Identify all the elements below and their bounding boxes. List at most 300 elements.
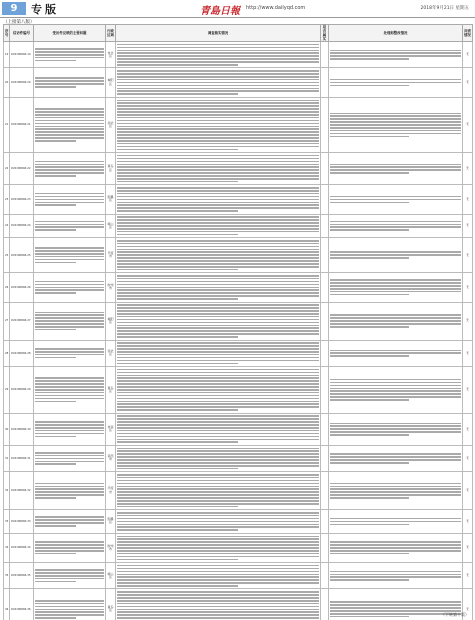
row-accountability: 无 bbox=[463, 589, 473, 620]
text-line bbox=[35, 86, 76, 88]
text-line bbox=[330, 462, 409, 464]
text-line bbox=[117, 108, 319, 110]
row-problem-text bbox=[34, 340, 106, 366]
text-line bbox=[35, 77, 104, 79]
row-problem-text bbox=[34, 273, 106, 302]
row-problem-text bbox=[34, 589, 106, 620]
text-line bbox=[117, 204, 319, 206]
text-line bbox=[35, 164, 104, 166]
row-accountability: 无 bbox=[463, 273, 473, 302]
text-line bbox=[117, 322, 319, 324]
text-line bbox=[330, 453, 461, 455]
text-line bbox=[117, 497, 319, 499]
text-line bbox=[117, 61, 319, 63]
text-line bbox=[117, 550, 319, 552]
text-line bbox=[35, 550, 104, 552]
row-case-id: D2018080Z-20 bbox=[10, 68, 34, 97]
row-region: 城阳区 bbox=[106, 302, 116, 340]
row-number: 30 bbox=[4, 413, 10, 445]
header-verified: 是否属实 bbox=[321, 25, 329, 42]
text-line bbox=[117, 377, 319, 379]
row-verified bbox=[321, 273, 329, 302]
row-problem-text bbox=[34, 302, 106, 340]
row-region: 平度市 bbox=[106, 472, 116, 510]
text-line bbox=[35, 427, 104, 429]
text-line bbox=[35, 486, 104, 488]
row-verified bbox=[321, 472, 329, 510]
row-handling-text bbox=[329, 214, 463, 238]
text-line bbox=[330, 541, 461, 543]
text-line bbox=[330, 601, 461, 603]
row-problem-text bbox=[34, 42, 106, 68]
text-line bbox=[117, 202, 319, 204]
text-line bbox=[117, 260, 319, 262]
text-line bbox=[330, 136, 409, 138]
text-line bbox=[35, 137, 104, 139]
text-line bbox=[117, 524, 319, 526]
text-line bbox=[117, 529, 238, 531]
text-line bbox=[117, 70, 319, 72]
text-line bbox=[117, 453, 319, 455]
text-line bbox=[35, 547, 104, 549]
text-line bbox=[35, 292, 76, 294]
text-line bbox=[35, 196, 104, 198]
text-line bbox=[330, 127, 461, 129]
text-line bbox=[330, 164, 461, 166]
text-line bbox=[117, 565, 319, 567]
text-line bbox=[117, 363, 238, 365]
text-line bbox=[330, 229, 409, 231]
text-line bbox=[117, 243, 319, 245]
row-investigation-text bbox=[116, 302, 321, 340]
text-line bbox=[117, 486, 319, 488]
text-line bbox=[117, 574, 319, 576]
row-handling-text bbox=[329, 273, 463, 302]
text-line bbox=[35, 386, 104, 388]
table-row bbox=[4, 42, 473, 68]
text-line bbox=[330, 79, 461, 81]
text-line bbox=[117, 137, 319, 139]
text-line bbox=[35, 611, 104, 613]
row-investigation-text bbox=[116, 273, 321, 302]
text-line bbox=[117, 292, 319, 294]
text-line bbox=[117, 506, 238, 508]
text-line bbox=[117, 515, 319, 517]
text-line bbox=[35, 575, 104, 577]
text-line bbox=[35, 461, 104, 463]
row-handling-text bbox=[329, 302, 463, 340]
header-problem: 受访件反映的主要问题 bbox=[34, 25, 106, 42]
header-region: 行政区域 bbox=[106, 25, 116, 42]
row-verified bbox=[321, 340, 329, 366]
text-line bbox=[35, 320, 104, 322]
text-line bbox=[117, 222, 319, 224]
text-line bbox=[117, 155, 319, 157]
text-line bbox=[35, 383, 104, 385]
row-handling-text bbox=[329, 68, 463, 97]
text-line bbox=[35, 131, 104, 133]
text-line bbox=[330, 52, 461, 54]
text-line bbox=[117, 207, 319, 209]
row-problem-text bbox=[34, 445, 106, 471]
row-number: 29 bbox=[4, 366, 10, 413]
text-line bbox=[117, 278, 319, 280]
text-line bbox=[35, 83, 104, 85]
row-number: 33 bbox=[4, 510, 10, 534]
row-number: 32 bbox=[4, 472, 10, 510]
text-line bbox=[330, 456, 461, 458]
text-line bbox=[117, 287, 319, 289]
text-line bbox=[330, 423, 461, 425]
row-investigation-text bbox=[116, 238, 321, 273]
text-line bbox=[35, 199, 104, 201]
row-number: 27 bbox=[4, 302, 10, 340]
row-case-id: D2018080Z-26 bbox=[10, 273, 34, 302]
text-line bbox=[35, 424, 104, 426]
text-line bbox=[330, 483, 461, 485]
text-line bbox=[35, 204, 76, 206]
row-case-id: D2018080Z-21 bbox=[10, 97, 34, 152]
row-investigation-text bbox=[116, 214, 321, 238]
row-problem-text bbox=[34, 563, 106, 589]
text-line bbox=[35, 433, 104, 435]
text-line bbox=[117, 143, 319, 145]
row-region: 胶州市 bbox=[106, 533, 116, 562]
text-line bbox=[117, 254, 319, 256]
text-line bbox=[330, 326, 409, 328]
text-line bbox=[35, 256, 104, 258]
text-line bbox=[117, 64, 238, 66]
row-problem-text bbox=[34, 68, 106, 97]
text-line bbox=[117, 196, 319, 198]
row-handling-text bbox=[329, 563, 463, 589]
text-line bbox=[35, 392, 104, 394]
text-line bbox=[330, 393, 461, 395]
text-line bbox=[35, 488, 104, 490]
text-line bbox=[330, 202, 409, 204]
text-line bbox=[117, 251, 319, 253]
text-line bbox=[35, 401, 76, 403]
text-line bbox=[330, 574, 461, 576]
row-region: 黄岛区 bbox=[106, 366, 116, 413]
text-line bbox=[117, 234, 238, 236]
text-line bbox=[35, 522, 104, 524]
text-line bbox=[117, 372, 319, 374]
row-region: 平度市 bbox=[106, 238, 116, 273]
text-line bbox=[117, 617, 319, 619]
text-line bbox=[330, 294, 409, 296]
row-investigation-text bbox=[116, 185, 321, 214]
text-line bbox=[35, 312, 104, 314]
row-verified bbox=[321, 445, 329, 471]
text-line bbox=[35, 57, 104, 59]
row-number: 28 bbox=[4, 340, 10, 366]
text-line bbox=[117, 395, 319, 397]
row-handling-text bbox=[329, 510, 463, 534]
continued-to-note: （下转第十版） bbox=[441, 612, 469, 617]
text-line bbox=[35, 221, 104, 223]
row-case-id: D2018080Z-28 bbox=[10, 340, 34, 366]
text-line bbox=[117, 456, 319, 458]
text-line bbox=[330, 115, 461, 117]
text-line bbox=[35, 172, 104, 174]
text-line bbox=[117, 161, 319, 163]
text-line bbox=[330, 121, 461, 123]
row-case-id: D2018080Z-19 bbox=[10, 42, 34, 68]
text-line bbox=[117, 614, 319, 616]
text-line bbox=[330, 486, 461, 488]
text-line bbox=[117, 421, 319, 423]
text-line bbox=[117, 439, 319, 441]
text-line bbox=[117, 600, 319, 602]
row-handling-text bbox=[329, 340, 463, 366]
row-case-id: D2018080Z-31 bbox=[10, 445, 34, 471]
text-line bbox=[117, 526, 319, 528]
table-row bbox=[4, 273, 473, 302]
row-verified bbox=[321, 589, 329, 620]
text-line bbox=[35, 463, 76, 465]
text-line bbox=[117, 448, 319, 450]
text-line bbox=[35, 569, 104, 571]
text-line bbox=[117, 58, 319, 60]
text-line bbox=[330, 118, 461, 120]
website-link[interactable]: http://www.dailyqd.com bbox=[246, 5, 306, 11]
text-line bbox=[35, 161, 104, 163]
text-line bbox=[35, 117, 104, 119]
row-region: 崂山区 bbox=[106, 563, 116, 589]
text-line bbox=[35, 284, 104, 286]
row-handling-text bbox=[329, 445, 463, 471]
text-line bbox=[117, 228, 319, 230]
row-case-id: D2018080Z-27 bbox=[10, 302, 34, 340]
text-line bbox=[330, 196, 461, 198]
text-line bbox=[35, 380, 104, 382]
row-accountability: 无 bbox=[463, 302, 473, 340]
text-line bbox=[35, 250, 104, 252]
text-line bbox=[117, 609, 319, 611]
text-line bbox=[35, 572, 104, 574]
text-line bbox=[117, 424, 319, 426]
row-investigation-text bbox=[116, 340, 321, 366]
text-line bbox=[117, 585, 238, 587]
text-line bbox=[117, 216, 319, 218]
text-line bbox=[35, 609, 104, 611]
text-line bbox=[117, 480, 319, 482]
row-number: 22 bbox=[4, 153, 10, 185]
text-line bbox=[35, 253, 104, 255]
text-line bbox=[330, 488, 461, 490]
issue-date: 2018年9月21日 星期五 bbox=[420, 6, 469, 11]
text-line bbox=[330, 550, 461, 552]
text-line bbox=[35, 617, 76, 619]
row-number: 21 bbox=[4, 97, 10, 152]
text-line bbox=[117, 190, 319, 192]
text-line bbox=[117, 576, 319, 578]
text-line bbox=[117, 465, 319, 467]
text-line bbox=[35, 134, 104, 136]
row-problem-text bbox=[34, 214, 106, 238]
row-problem-text bbox=[34, 153, 106, 185]
text-line bbox=[117, 491, 319, 493]
text-line bbox=[117, 369, 319, 371]
text-line bbox=[117, 582, 319, 584]
text-line bbox=[35, 351, 104, 353]
text-line bbox=[330, 576, 461, 578]
text-line bbox=[330, 390, 461, 392]
header-id: 信访件编号 bbox=[10, 25, 34, 42]
row-investigation-text bbox=[116, 563, 321, 589]
text-line bbox=[35, 389, 104, 391]
row-investigation-text bbox=[116, 510, 321, 534]
text-line bbox=[117, 193, 319, 195]
text-line bbox=[35, 398, 104, 400]
table-row bbox=[4, 366, 473, 413]
row-case-id: D2018080Z-25 bbox=[10, 238, 34, 273]
row-number: 31 bbox=[4, 445, 10, 471]
text-line bbox=[117, 383, 319, 385]
text-line bbox=[117, 375, 319, 377]
text-line bbox=[35, 581, 76, 583]
text-line bbox=[330, 434, 409, 436]
text-line bbox=[330, 85, 409, 87]
text-line bbox=[330, 524, 409, 526]
text-line bbox=[35, 111, 104, 113]
text-line bbox=[330, 518, 461, 520]
text-line bbox=[117, 52, 319, 54]
row-accountability: 无 bbox=[463, 413, 473, 445]
text-line bbox=[330, 459, 461, 461]
text-line bbox=[330, 355, 409, 357]
text-line bbox=[35, 614, 104, 616]
text-line bbox=[117, 275, 319, 277]
row-case-id: D2018080Z-29 bbox=[10, 366, 34, 413]
text-line bbox=[117, 436, 319, 438]
text-line bbox=[35, 202, 104, 204]
text-line bbox=[35, 541, 104, 543]
row-problem-text bbox=[34, 185, 106, 214]
text-line bbox=[117, 100, 319, 102]
text-line bbox=[35, 525, 76, 527]
row-investigation-text bbox=[116, 413, 321, 445]
text-line bbox=[35, 247, 104, 249]
text-line bbox=[117, 164, 319, 166]
text-line bbox=[117, 310, 319, 312]
text-line bbox=[117, 76, 319, 78]
row-problem-text bbox=[34, 472, 106, 510]
text-line bbox=[35, 436, 76, 438]
text-line bbox=[330, 226, 461, 228]
row-handling-text bbox=[329, 472, 463, 510]
row-investigation-text bbox=[116, 445, 321, 471]
text-line bbox=[35, 348, 104, 350]
text-line bbox=[330, 199, 461, 201]
text-line bbox=[35, 169, 104, 171]
text-line bbox=[35, 455, 104, 457]
row-number: 36 bbox=[4, 589, 10, 620]
text-line bbox=[117, 392, 319, 394]
text-line bbox=[330, 607, 461, 609]
text-line bbox=[117, 88, 319, 90]
text-line bbox=[35, 516, 104, 518]
row-accountability: 无 bbox=[463, 510, 473, 534]
text-line bbox=[35, 224, 104, 226]
text-line bbox=[117, 503, 319, 505]
text-line bbox=[117, 553, 319, 555]
text-line bbox=[117, 354, 319, 356]
text-line bbox=[117, 210, 238, 212]
row-verified bbox=[321, 533, 329, 562]
row-problem-text bbox=[34, 97, 106, 152]
text-line bbox=[117, 389, 319, 391]
text-line bbox=[35, 421, 104, 423]
text-line bbox=[117, 128, 319, 130]
text-line bbox=[330, 285, 461, 287]
text-line bbox=[35, 494, 104, 496]
text-line bbox=[117, 568, 319, 570]
row-verified bbox=[321, 413, 329, 445]
text-line bbox=[117, 406, 319, 408]
text-line bbox=[330, 133, 461, 135]
text-line bbox=[330, 172, 409, 174]
text-line bbox=[330, 352, 461, 354]
text-line bbox=[330, 425, 461, 427]
text-line bbox=[117, 149, 238, 151]
row-case-id: D2018080Z-30 bbox=[10, 413, 34, 445]
row-region: 莱西市 bbox=[106, 445, 116, 471]
row-region: 市南区 bbox=[106, 413, 116, 445]
text-line bbox=[117, 102, 319, 104]
text-line bbox=[35, 497, 76, 499]
text-line bbox=[330, 279, 461, 281]
table-row bbox=[4, 340, 473, 366]
text-line bbox=[117, 73, 319, 75]
text-line bbox=[330, 282, 461, 284]
row-verified bbox=[321, 510, 329, 534]
text-line bbox=[330, 571, 461, 573]
row-verified bbox=[321, 185, 329, 214]
text-line bbox=[35, 314, 104, 316]
text-line bbox=[330, 323, 461, 325]
text-line bbox=[330, 291, 461, 293]
row-case-id: D2018080Z-34 bbox=[10, 533, 34, 562]
text-line bbox=[117, 225, 319, 227]
text-line bbox=[35, 259, 104, 261]
text-line bbox=[117, 114, 319, 116]
table-row bbox=[4, 445, 473, 471]
row-problem-text bbox=[34, 238, 106, 273]
row-accountability: 无 bbox=[463, 68, 473, 97]
text-line bbox=[330, 166, 461, 168]
table-row bbox=[4, 510, 473, 534]
continued-note: （上接第八版） bbox=[3, 20, 35, 25]
table-row bbox=[4, 153, 473, 185]
row-accountability: 无 bbox=[463, 185, 473, 214]
row-verified bbox=[321, 68, 329, 97]
text-line bbox=[117, 55, 319, 57]
text-line bbox=[330, 55, 461, 57]
text-line bbox=[35, 377, 104, 379]
header-handling: 处理和整改情况 bbox=[329, 25, 463, 42]
row-verified bbox=[321, 214, 329, 238]
text-line bbox=[330, 388, 461, 390]
text-line bbox=[35, 140, 76, 142]
text-line bbox=[330, 251, 461, 253]
text-line bbox=[117, 559, 238, 561]
text-line bbox=[117, 327, 319, 329]
text-line bbox=[117, 459, 319, 461]
text-line bbox=[117, 44, 319, 46]
text-line bbox=[117, 518, 319, 520]
